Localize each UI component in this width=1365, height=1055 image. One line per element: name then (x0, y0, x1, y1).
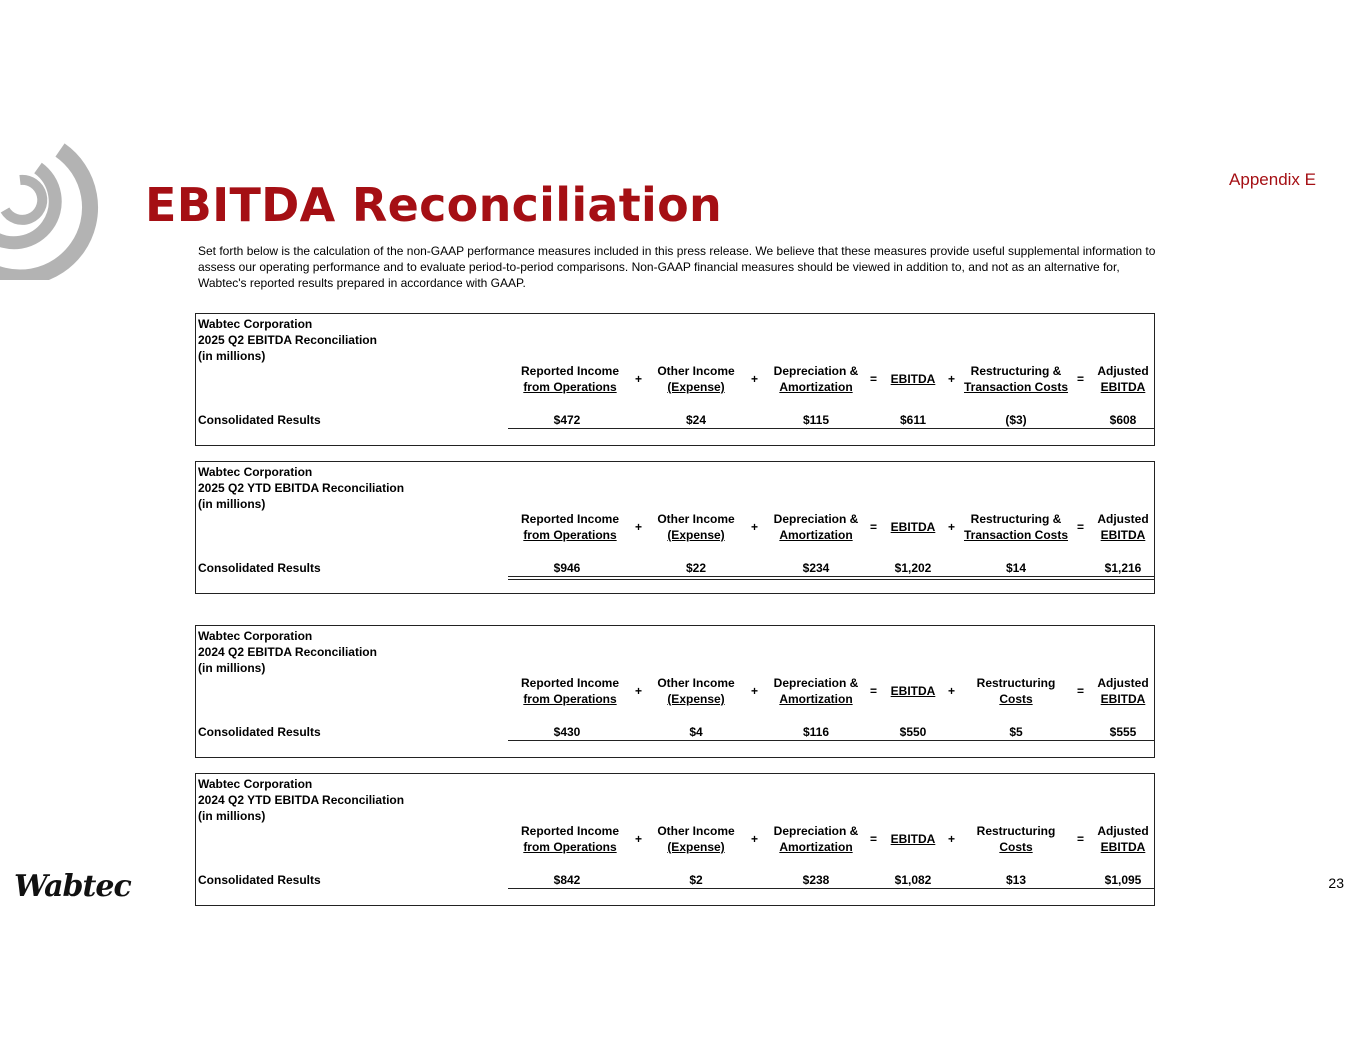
operator-sign: = (1077, 832, 1085, 846)
column-header-line: Reported Income (520, 364, 619, 378)
column-header-line: EBITDA (890, 372, 936, 386)
table-header-company: Wabtec Corporation (198, 317, 313, 331)
table-header-name: 2025 Q2 EBITDA Reconciliation (198, 333, 377, 347)
column-header-line: EBITDA (890, 832, 936, 846)
column-header-line: Costs (999, 692, 1033, 706)
column-header (505, 363, 635, 395)
table-header (198, 464, 404, 512)
column-header-line: Other Income (657, 364, 735, 378)
row-label: Consolidated Results (198, 413, 321, 427)
column-header (631, 363, 761, 395)
column-header-line: EBITDA (890, 684, 936, 698)
table-header-name: 2024 Q2 EBITDA Reconciliation (198, 645, 377, 659)
page-number: 23 (1328, 875, 1344, 891)
column-header-line: Amortization (779, 528, 853, 542)
value-cell: $14 (1005, 561, 1027, 575)
row-label: Consolidated Results (198, 873, 321, 887)
table-header-name: 2024 Q2 YTD EBITDA Reconciliation (198, 793, 405, 807)
column-header-line: EBITDA (1100, 692, 1146, 706)
operator-sign: + (635, 832, 643, 846)
table-header-company: Wabtec Corporation (198, 629, 313, 643)
value-cell: $13 (1005, 873, 1027, 887)
column-header-line: (Expense) (667, 380, 725, 394)
column-header-line: EBITDA (1100, 840, 1146, 854)
value-cell: $234 (802, 561, 830, 575)
column-header-line: Adjusted (1097, 824, 1149, 838)
value-cell: $946 (553, 561, 581, 575)
reconciliation-table (195, 461, 1155, 594)
column-header-line: Other Income (657, 824, 735, 838)
column-header-line: EBITDA (1100, 528, 1146, 542)
operator-sign: + (948, 684, 956, 698)
table-header-company: Wabtec Corporation (198, 777, 313, 791)
appendix-label: Appendix E (1229, 170, 1316, 189)
operator-sign: = (870, 684, 878, 698)
column-header-line: Other Income (657, 512, 735, 526)
reconciliation-table (195, 625, 1155, 758)
operator-sign: + (635, 684, 643, 698)
value-cell: $238 (802, 873, 830, 887)
column-header (631, 675, 761, 707)
operator-sign: = (870, 832, 878, 846)
column-header-line: Restructuring (976, 676, 1056, 690)
total-rule (508, 428, 1154, 429)
column-header-line: Transaction Costs (963, 528, 1069, 542)
column-header-line: from Operations (523, 380, 617, 394)
total-rule (508, 888, 1154, 889)
column-header-line: Transaction Costs (963, 380, 1069, 394)
row-label: Consolidated Results (198, 725, 321, 739)
operator-sign: = (1077, 684, 1085, 698)
column-header-line: Adjusted (1097, 364, 1149, 378)
value-cell: $608 (1109, 413, 1137, 427)
operator-sign: = (1077, 520, 1085, 534)
column-header (631, 511, 761, 543)
column-header-line: Reported Income (520, 676, 619, 690)
total-rule (508, 740, 1154, 741)
column-header-line: Amortization (779, 840, 853, 854)
value-cell: $24 (685, 413, 707, 427)
column-header-line: Depreciation & (773, 824, 859, 838)
value-cell: $842 (553, 873, 581, 887)
column-header-line: from Operations (523, 692, 617, 706)
reconciliation-table (195, 313, 1155, 446)
operator-sign: + (751, 684, 759, 698)
intro-paragraph: Set forth below is the calculation of the non-GAAP performance measures included in this press release. We believe that these measures provide useful supplemental information to assess our operating performance and to evaluate period-to-period comparisons. Non-GAAP financial measures should be viewed in addition to, and not as an alternative for, Wabtec's reported results prepared in accordance with GAAP. (198, 244, 1156, 290)
column-header-line: from Operations (523, 840, 617, 854)
value-cell: $116 (802, 725, 830, 739)
table-header-name: 2025 Q2 YTD EBITDA Reconciliation (198, 481, 405, 495)
value-cell: $1,082 (894, 873, 932, 887)
column-header-line: Restructuring (976, 824, 1056, 838)
table-header (198, 628, 377, 676)
column-header-line: Other Income (657, 676, 735, 690)
column-header-line: (Expense) (667, 528, 725, 542)
operator-sign: = (870, 520, 878, 534)
operator-sign: + (635, 372, 643, 386)
column-header-line: Reported Income (520, 512, 619, 526)
operator-sign: + (948, 520, 956, 534)
value-cell: $2 (689, 873, 703, 887)
column-header-line: Depreciation & (773, 676, 859, 690)
value-cell: $472 (553, 413, 581, 427)
value-cell: $555 (1109, 725, 1137, 739)
operator-sign: + (948, 372, 956, 386)
column-header-line: Costs (999, 840, 1033, 854)
value-cell: $22 (685, 561, 707, 575)
value-cell: ($3) (1005, 413, 1027, 427)
column-header-line: EBITDA (1100, 380, 1146, 394)
table-header-units: (in millions) (198, 497, 266, 511)
value-cell: $115 (802, 413, 830, 427)
column-header-line: Reported Income (520, 824, 619, 838)
table-header (198, 316, 377, 364)
column-header-line: Restructuring & (970, 512, 1062, 526)
page-title: EBITDA Reconciliation (145, 178, 723, 232)
value-cell: $1,095 (1104, 873, 1142, 887)
value-cell: $1,216 (1104, 561, 1142, 575)
operator-sign: + (751, 372, 759, 386)
column-header-line: (Expense) (667, 840, 725, 854)
value-cell: $1,202 (894, 561, 932, 575)
value-cell: $550 (899, 725, 927, 739)
column-header-line: from Operations (523, 528, 617, 542)
column-header (505, 675, 635, 707)
wabtec-swirl-logo-icon (0, 140, 120, 280)
column-header-line: Depreciation & (773, 512, 859, 526)
operator-sign: + (948, 832, 956, 846)
double-rule (508, 579, 1154, 580)
table-header-units: (in millions) (198, 809, 266, 823)
operator-sign: = (870, 372, 878, 386)
column-header-line: (Expense) (667, 692, 725, 706)
column-header (631, 823, 761, 855)
column-header-line: Adjusted (1097, 512, 1149, 526)
reconciliation-table (195, 773, 1155, 906)
row-label: Consolidated Results (198, 561, 321, 575)
operator-sign: + (751, 520, 759, 534)
value-cell: $611 (899, 413, 927, 427)
table-header-units: (in millions) (198, 349, 266, 363)
operator-sign: = (1077, 372, 1085, 386)
table-header (198, 776, 404, 824)
column-header (505, 823, 635, 855)
column-header-line: EBITDA (890, 520, 936, 534)
table-header-units: (in millions) (198, 661, 266, 675)
value-cell: $4 (689, 725, 703, 739)
column-header-line: Amortization (779, 380, 853, 394)
value-cell: $430 (553, 725, 581, 739)
total-rule (508, 576, 1154, 577)
value-cell: $5 (1009, 725, 1023, 739)
operator-sign: + (751, 832, 759, 846)
column-header (505, 511, 635, 543)
column-header-line: Amortization (779, 692, 853, 706)
column-header-line: Restructuring & (970, 364, 1062, 378)
table-header-company: Wabtec Corporation (198, 465, 313, 479)
operator-sign: + (635, 520, 643, 534)
wabtec-wordmark-logo: Wabtec (14, 869, 131, 904)
column-header-line: Depreciation & (773, 364, 859, 378)
column-header-line: Adjusted (1097, 676, 1149, 690)
